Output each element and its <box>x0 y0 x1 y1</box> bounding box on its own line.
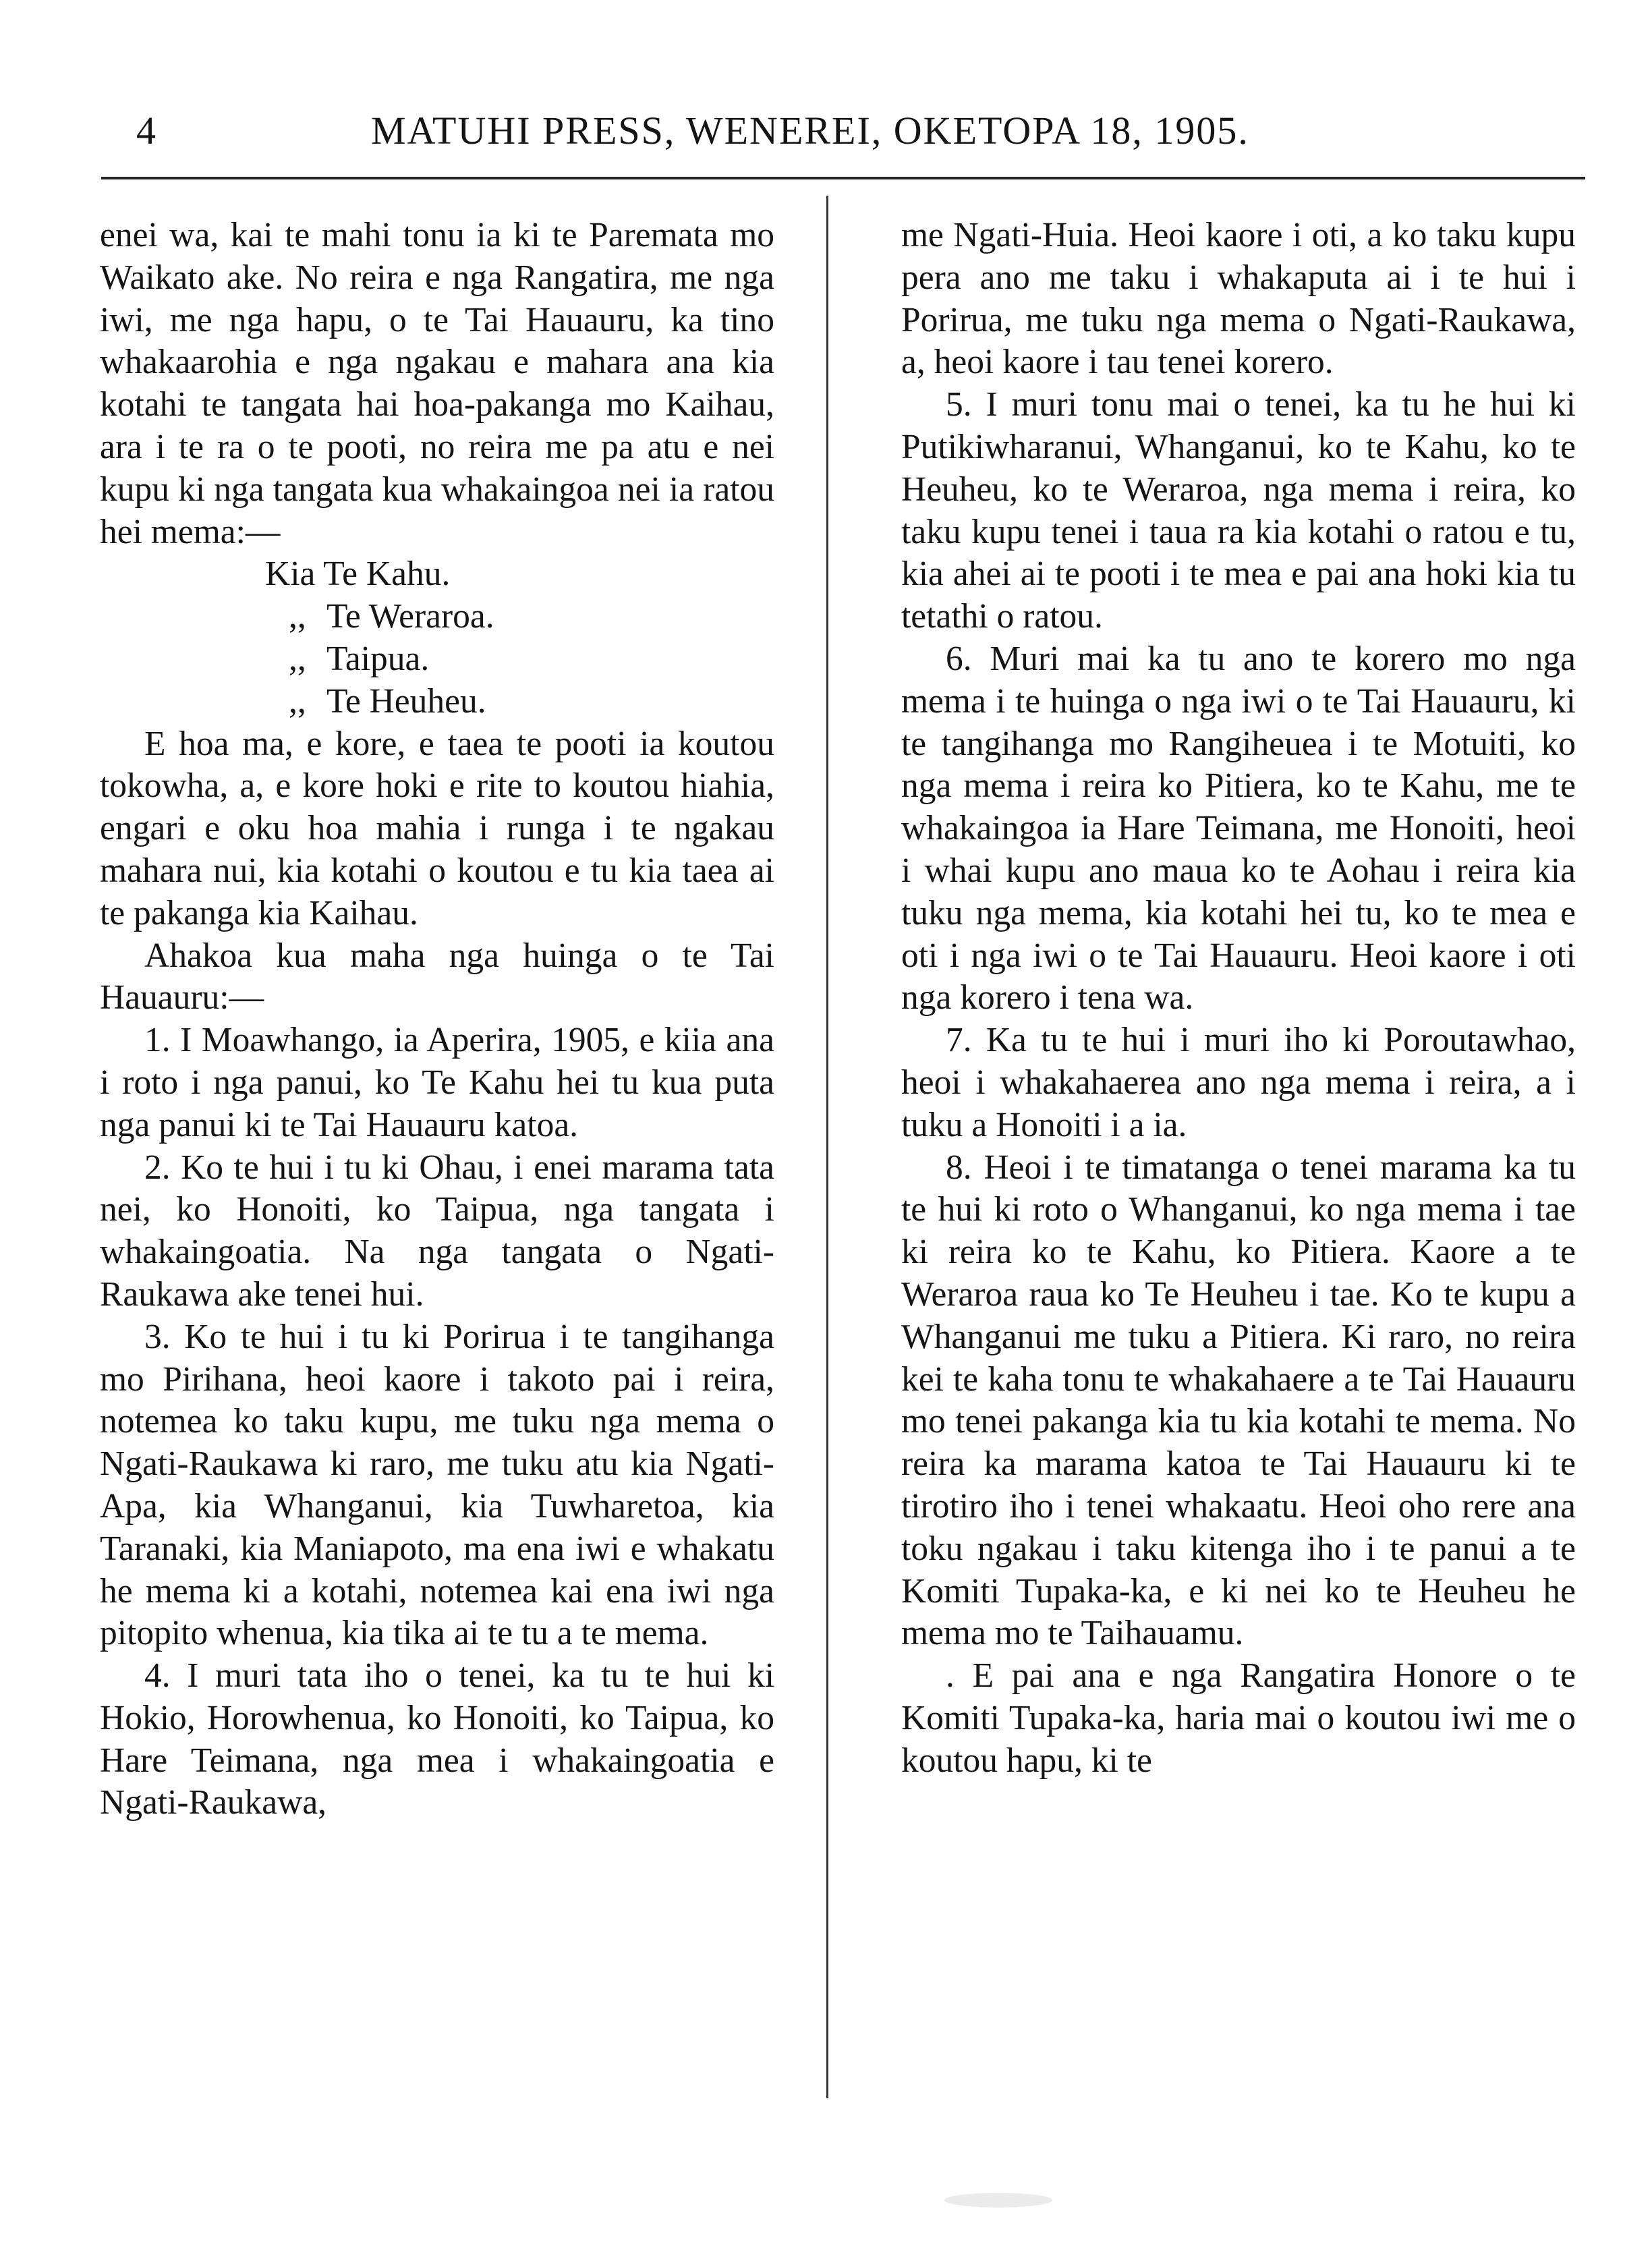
numbered-paragraph: 4. I muri tata iho o tenei, ka tu te hui ki Hokio, Horowhenua, ko Honoiti, ko Taipua, ko Hare Teimana, nga mea i whakaingoatia e Ngati-Raukawa, <box>100 1656 774 1822</box>
candidate-item: ,, Taipua. <box>100 638 774 681</box>
right-column <box>901 215 1576 1782</box>
numbered-paragraph: 7. Ka tu te hui i muri iho ki Poroutawhao, heoi i whakahaerea ano nga mema i reira, a i tuku a Honoiti i a ia. <box>901 1021 1576 1144</box>
left-column <box>100 215 774 1824</box>
page-header <box>101 101 1585 155</box>
numbered-paragraph: 3. Ko te hui i tu ki Porirua i te tangihanga mo Pirihana, heoi kaore i takoto pai i reira, notemea ko taku kupu, me tuku nga mema o Ngati-Raukawa ki raro, me tuku atu kia Ngati-Apa, kia Whanganui, kia Tuwharetoa, kia Taranaki, kia Maniapoto, ma ena iwi e whakatu he mema ki a kotahi, notemea kai ena iwi nga pitopito whenua, kia tika ai te tu a te mema. <box>100 1317 774 1653</box>
ditto-mark: ,, <box>289 639 306 678</box>
numbered-paragraph: 2. Ko te hui i tu ki Ohau, i enei marama tata nei, ko Honoiti, ko Taipua, nga tangata i whakaingoatia. Na nga tangata o Ngati-Raukawa ake tenei hui. <box>100 1148 774 1314</box>
candidate-item: ,, Te Weraroa. <box>100 596 774 638</box>
candidate-list <box>100 553 774 723</box>
paragraph: Ahakoa kua maha nga huinga o te Tai Hauauru:— <box>100 936 774 1017</box>
paragraph: me Ngati-Huia. Heoi kaore i oti, a ko taku kupu pera ano me taku i whakaputa ai i te hui i Porirua, me tuku nga mema o Ngati-Raukawa, a, heoi kaore i tau tenei korero. <box>901 216 1576 382</box>
numbered-paragraph: 5. I muri tonu mai o tenei, ka tu he hui ki Putikiwharanui, Whanganui, ko te Kahu, ko te Heuheu, ko te Weraroa, nga mema i reira, ko taku kupu tenei i taua ra kia kotahi o ratou e tu, kia ahei ai te pooti i te mea e pai ana hoki kia tu tetathi o ratou. <box>901 385 1576 636</box>
paragraph: E hoa ma, e kore, e taea te pooti ia koutou tokowha, a, e kore hoki e rite to koutou hiahia, engari e oku hoa mahia i runga i te ngakau mahara nui, kia kotahi o koutou e tu kia taea ai te pakanga kia Kaihau. <box>100 724 774 932</box>
page-number: 4 <box>136 109 157 152</box>
ditto-mark: ,, <box>289 681 306 721</box>
candidate-item: ,, Te Heuheu. <box>100 681 774 723</box>
numbered-paragraph: 6. Muri mai ka tu ano te korero mo nga mema i te huinga o nga iwi o te Tai Hauauru, ki te tangihanga mo Rangiheuea i te Motuiti, ko nga mema i reira ko Pitiera, ko te Kahu, me te whakaingoa ia Hare Teimana, me Honoiti, heoi i whai kupu ano maua ko te Aohau i reira kia tuku nga mema, kia kotahi hei tu, ko te mea e oti i nga iwi o te Tai Hauauru. Heoi kaore i oti nga korero i tena wa. <box>901 639 1576 1017</box>
newspaper-title: MATUHI PRESS, WENEREI, OKETOPA 18, 1905. <box>371 109 1249 152</box>
numbered-paragraph: 8. Heoi i te timatanga o tenei marama ka tu te hui ki roto o Whanganui, ko nga mema i tae ki reira ko te Kahu, ko Pitiera. Kaore a te Weraroa raua ko Te Heuheu i tae. Ko te kupu a Whanganui me tuku a Pitiera. Ki raro, no reira kei te kaha tonu te whakahaere a te Tai Hauauru mo tenei pakanga kia tu kia kotahi te mema. No reira ka marama katoa te Tai Hauauru ki te tirotiro iho i tenei whakaatu. Heoi oho rere ana toku ngakau i taku kitenga iho i te panui a te Komiti Tupaka-ka, e ki nei ko te Heuheu he mema mo te Taihauamu. <box>901 1148 1576 1653</box>
paragraph: . E pai ana e nga Rangatira Honore o te Komiti Tupaka-ka, haria mai o koutou iwi me o koutou hapu, ki te <box>901 1656 1576 1780</box>
column-divider <box>826 196 828 2098</box>
numbered-paragraph: 1. I Moawhango, ia Aperira, 1905, e kiia ana i roto i nga panui, ko Te Kahu hei tu kua puta nga panui ki te Tai Hauauru katoa. <box>100 1021 774 1144</box>
header-rule <box>101 177 1585 179</box>
ditto-mark: ,, <box>289 597 306 636</box>
paper-smudge <box>944 2193 1052 2208</box>
paragraph: enei wa, kai te mahi tonu ia ki te Paremata mo Waikato ake. No reira e nga Rangatira, me nga iwi, me nga hapu, o te Tai Hauauru, ka tino whakaarohia e nga ngakau e mahara ana kia kotahi te tangata hai hoa-pakanga mo Kaihau, ara i te ra o te pooti, no reira me pa atu e nei kupu ki nga tangata kua whakaingoa nei ia ratou hei mema:— <box>100 216 774 551</box>
candidate-item: Kia Te Kahu. <box>265 555 451 594</box>
